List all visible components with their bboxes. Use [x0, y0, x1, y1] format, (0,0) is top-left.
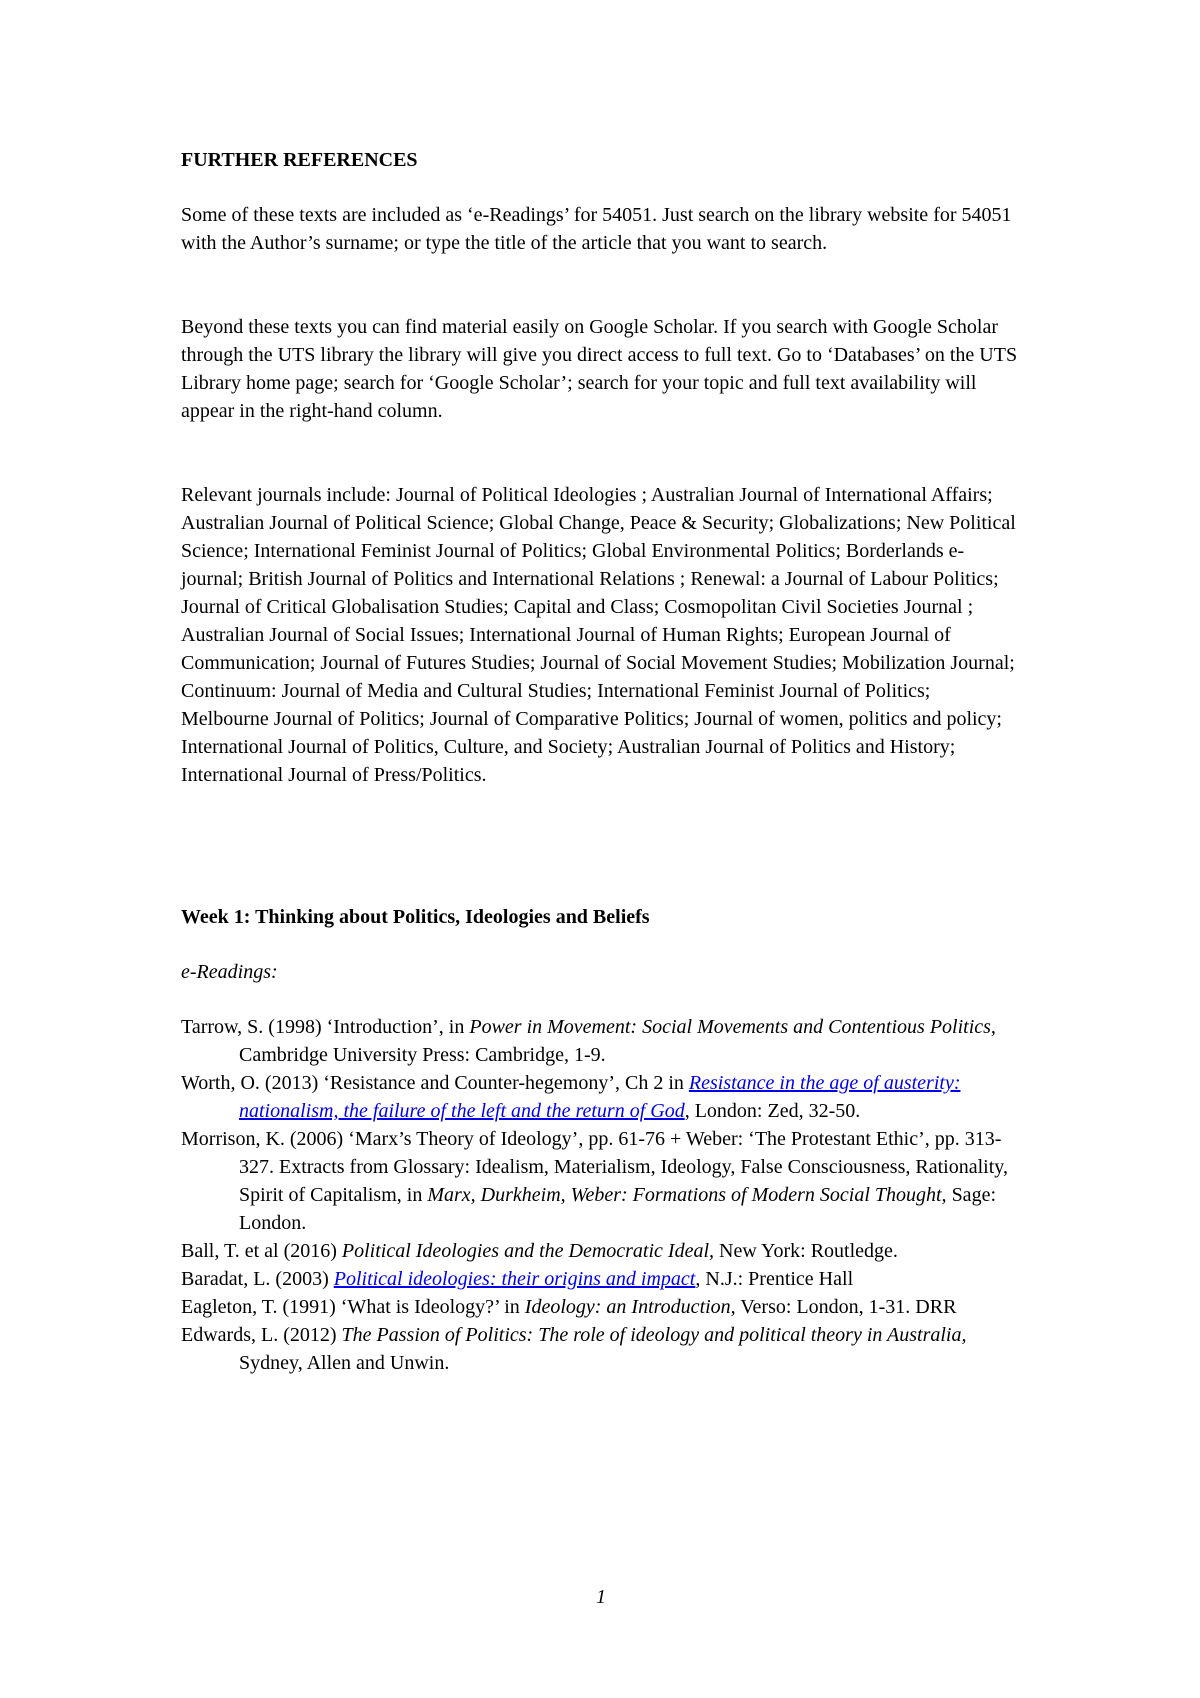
reference-link[interactable]: Resistance in the age of austerity: nationalism, the failure of the left and the return of God — [239, 1072, 961, 1122]
reference-item — [181, 1237, 1021, 1265]
reference-citation: Worth, O. (2013) ‘Resistance and Counter-hegemony’, Ch 2 in — [181, 1072, 689, 1094]
paragraph-google-scholar-info: Beyond these texts you can find material easily on Google Scholar. If you search with Google Scholar through the UTS library the library will give you direct access to full text. Go to ‘Databases’ on the UTS Library home page; search for ‘Google Scholar’; search for your topic and full text availability will appear in the right-hand column. — [181, 316, 1018, 422]
reference-publisher: , N.J.: Prentice Hall — [695, 1268, 854, 1290]
reference-citation: Morrison, K. (2006) ‘Marx’s Theory of Ideology’, pp. 61-76 + Weber: ‘The Protestant Ethic’, pp. 313-327. Extracts from Glossary: Idealism, Materialism, Ideology, False Consciousness, Rationality, Spirit of Capitalism, in — [181, 1128, 1008, 1206]
reference-citation: Eagleton, T. (1991) ‘What is Ideology?’ in — [181, 1296, 525, 1318]
reference-item — [181, 1013, 1021, 1069]
reference-publisher: Verso: London, 1-31. DRR — [735, 1296, 957, 1318]
reference-title: Political Ideologies and the Democratic Ideal, — [341, 1240, 715, 1262]
reference-item — [181, 1321, 1021, 1377]
reference-item — [181, 1125, 1021, 1237]
reference-title: Marx, Durkheim, Weber: Formations of Modern Social Thought, — [427, 1184, 947, 1206]
reference-list — [181, 1013, 1021, 1377]
document-page — [181, 0, 1021, 1698]
reference-title: Ideology: an Introduction, — [524, 1296, 736, 1318]
paragraph-relevant-journals: Relevant journals include: Journal of Political Ideologies ; Australian Journal of International Affairs; Australian Journal of Political Science; Global Change, Peace & Security; Globalizations; New Political Science; International Feminist Journal of Politics; Global Environmental Politics; Borderlands e-journal; British Journal of Politics and International Relations ; Renewal: a Journal of Labour Politics; Journal of Critical Globalisation Studies; Capital and Class; Cosmopolitan Civil Societies Journal ; Australian Journal of Social Issues; International Journal of Human Rights; European Journal of Communication; Journal of Futures Studies; Journal of Social Movement Studies; Mobilization Journal; Continuum: Journal of Media and Cultural Studies; International Feminist Journal of Politics; Melbourne Journal of Politics; Journal of Comparative Politics; Journal of women, politics and policy; International Journal of Politics, Culture, and Society; Australian Journal of Politics and History; International Journal of Press/Politics. — [181, 484, 1016, 786]
e-readings-label: e-Readings: — [181, 961, 278, 983]
section-heading: FURTHER REFERENCES — [181, 149, 418, 171]
reference-item — [181, 1265, 1021, 1293]
paragraph-e-readings-info: Some of these texts are included as ‘e-Readings’ for 54051. Just search on the library website for 54051 with the Author’s surname; or type the title of the article that you want to search. — [181, 204, 1012, 254]
reference-publisher: , London: Zed, 32-50. — [684, 1100, 861, 1122]
reference-title: Power in Movement: Social Movements and Contentious Politics — [469, 1016, 991, 1038]
reference-citation: Ball, T. et al (2016) — [181, 1240, 342, 1262]
reference-publisher: , Cambridge University Press: Cambridge, 1-9. — [239, 1016, 996, 1066]
week-1-title: Week 1: Thinking about Politics, Ideologies and Beliefs — [181, 906, 650, 928]
page-number: 1 — [596, 1586, 606, 1608]
reference-item — [181, 1293, 1021, 1321]
reference-publisher: New York: Routledge. — [714, 1240, 898, 1262]
reference-citation: Baradat, L. (2003) — [181, 1268, 334, 1290]
reference-publisher: Sydney, Allen and Unwin. — [239, 1352, 450, 1374]
reference-publisher: Sage: London. — [239, 1184, 996, 1234]
reference-citation: Tarrow, S. (1998) ‘Introduction’, in — [181, 1016, 470, 1038]
reference-title: The Passion of Politics: The role of ideology and political theory in Australia, — [341, 1324, 967, 1346]
reference-link[interactable]: Political ideologies: their origins and impact — [333, 1268, 696, 1290]
reference-citation: Edwards, L. (2012) — [181, 1324, 342, 1346]
reference-item — [181, 1069, 1021, 1125]
